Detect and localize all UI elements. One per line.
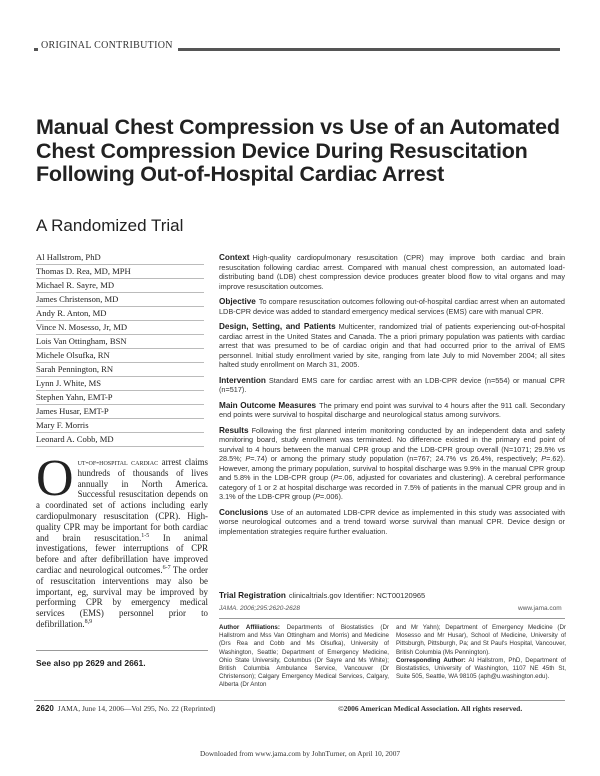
author-name: Michele Olsufka, RN xyxy=(36,349,204,363)
p-value-symbol: P xyxy=(541,454,547,463)
download-notice: Downloaded from www.jama.com by JohnTurner, on April 10, 2007 xyxy=(199,749,400,758)
abstract-conclusions xyxy=(219,508,565,537)
author-affiliations-continued xyxy=(396,624,566,681)
copyright: ©2006 American Medical Association. All rights reserved. xyxy=(338,704,523,713)
abstract-body: Standard EMS care for cardiac arrest with an LDB-CPR device (n=554) or manual CPR (n=517). xyxy=(219,375,565,394)
author-affiliations xyxy=(219,624,389,690)
author-name: James Christenson, MD xyxy=(36,293,204,307)
intro-body: In animal investigations, fewer interruptions of CPR before and after defibrillation have improved cardiac and neurological outcomes. xyxy=(36,532,209,575)
abstract-heading: Context xyxy=(219,253,250,262)
drop-cap: O xyxy=(36,450,74,507)
abstract-heading: Results xyxy=(219,425,249,435)
affiliations-rule xyxy=(219,618,565,619)
abstract-body: To compare resuscitation outcomes following out-of-hospital cardiac arrest when an automated LDB-CPR device was added to standard emergency medical services (EMS) care with manual CPR. xyxy=(219,297,565,316)
abstract-body: Multicenter, randomized trial of patients experiencing out-of-hospital cardiac arrest in the United States and Canada. The a priori primary population was patients with cardiac arrest that was presumed to be of cardiac origin and that had occurred prior to the arrival of EMS personnel. Initial study enrollment varied by site, ranging from late July to mid November 2004; all sites halted study enrollment on March 31, 2005. xyxy=(219,322,565,369)
abstract-objective xyxy=(219,297,565,316)
corresponding-author-label: Corresponding Author: xyxy=(396,656,466,664)
author-name: Lynn J. White, MS xyxy=(36,377,204,391)
author-name: Vince N. Mosesso, Jr, MD xyxy=(36,321,204,335)
citation: JAMA. 2006;295:2620-2628 xyxy=(219,605,300,612)
author-name: Al Hallstrom, PhD xyxy=(36,251,204,265)
author-name: Thomas D. Rea, MD, MPH xyxy=(36,265,204,279)
abstract-design xyxy=(219,322,565,370)
p-value-symbol: P xyxy=(315,492,320,501)
abstract-intervention xyxy=(219,376,565,395)
journal-site: www.jama.com xyxy=(518,605,562,612)
affiliations-label: Author Affiliations: xyxy=(219,624,280,631)
abstract xyxy=(219,253,565,542)
abstract-heading: Intervention xyxy=(219,375,266,385)
reference-marker: 6-7 xyxy=(162,565,171,571)
abstract-body: =.06, adjusted for covariates and clustering). A cerebral performance category of 1 or 2 at hospital discharge was recorded in 7.5% of patients in the manual CPR group and in 3.1% of the LDB-CPR group ( xyxy=(219,473,565,501)
abstract-heading: Objective xyxy=(219,297,256,306)
abstract-body: Following the first planned interim monitoring conducted by an independent data and safety monitoring board, study enrollment was terminated. No difference existed in the primary end point of survival to 4 hours between the manual CPR group and the LDB-CPR group overall (N=1071; 29.5% vs 28.5%; xyxy=(219,425,565,463)
p-value-symbol: P xyxy=(333,473,339,482)
abstract-body: High-quality cardiopulmonary resuscitation (CPR) may improve both cardiac and brain resuscitation following cardiac arrest. Compared with manual chest compression, an automated load-distributing band (LDB) chest compression device produces greater blood flow to vital organs and may improve resuscitation outcomes. xyxy=(219,253,565,291)
abstract-results xyxy=(219,426,565,502)
author-name: Stephen Yahn, EMT-P xyxy=(36,391,204,405)
trial-registration-label: Trial Registration xyxy=(219,591,286,600)
intro-body: arrest claims hundreds of thousands of lives annually in North America. Successful resuscitation depends on a coordinated set of actions including early cardiopulmonary resuscitation (CPR). High-quality CPR may be important for both cardiac and brain resuscitation. xyxy=(36,457,208,543)
abstract-body: =.62). However, among the primary population, survival to hospital discharge was 9.9% in the manual CPR group and 5.8% in the LDB-CPR group ( xyxy=(219,454,565,482)
author-name: Sarah Pennington, RN xyxy=(36,363,204,377)
trial-registration-text: clinicaltrials.gov Identifier: NCT00120965 xyxy=(288,591,426,600)
abstract-heading: Conclusions xyxy=(219,507,269,517)
author-name: James Husar, EMT-P xyxy=(36,405,204,419)
corresponding-author-text: Al Hallstrom, PhD, Department of Biostatistics, University of Washington, 1107 NE 45th St, Suite 505, Seattle, WA 98105 (aph@u.washington.edu). xyxy=(396,656,566,681)
p-value-symbol: P xyxy=(245,454,251,463)
abstract-body: =.006). xyxy=(320,492,343,501)
abstract-heading: Design, Setting, and Patients xyxy=(219,322,336,331)
intro-body: The order of resuscitation interventions may also be important, eg, survival may be improved by performing CPR by emergency medical services (EMS) personnel prior to defibrillation. xyxy=(36,564,208,629)
reference-marker: 1-5 xyxy=(141,532,150,539)
page-number: 2620 xyxy=(36,704,54,713)
author-name: Andy R. Anton, MD xyxy=(36,307,204,321)
author-name: Lois Van Ottingham, BSN xyxy=(36,335,204,349)
journal-issue: JAMA, June 14, 2006—Vol 295, No. 22 (Reprinted) xyxy=(57,704,216,713)
abstract-context xyxy=(219,253,565,291)
abstract-outcome xyxy=(219,401,565,420)
page-footer xyxy=(36,704,215,713)
abstract-body: The primary end point was survival to 4 hours after the 911 call. Secondary end points were survival to hospital discharge and neurological status among survivors. xyxy=(219,400,565,419)
abstract-body: Use of an automated LDB-CPR device as implemented in this study was associated with worse neurological outcomes and a trend toward worse survival than manual CPR. Device design or implementation strategies require further evaluation. xyxy=(219,507,565,536)
abstract-heading: Main Outcome Measures xyxy=(219,400,317,410)
affiliations-text: Departments of Biostatistics (Dr Hallstrom and Mss Van Ottingham and Morris) and Medicine (Drs Rea and Cobb and Ms Olsufka), University of Washington, Seattle; Department of Emergency Medicine, Ohio State University, Columbus (Dr Sayre and Ms White); British Columbia Ambulance Service, Vancouver (Dr Christenson); Calgary Emergency Medical Services, Calgary, Alberta (Dr Anton xyxy=(219,624,389,689)
author-name: Michael R. Sayre, MD xyxy=(36,279,204,293)
introduction-text xyxy=(36,450,209,630)
trial-registration xyxy=(219,591,565,600)
intro-lead: ut-of-hospital cardiac xyxy=(77,457,159,467)
abstract-body: =.74) or among the primary study population (n=767; 24.7% vs 26.4%, respectively; xyxy=(250,454,542,463)
author-name: Mary F. Morris xyxy=(36,419,204,433)
section-label: ORIGINAL CONTRIBUTION xyxy=(38,40,178,51)
footer-rule xyxy=(34,700,565,701)
reference-marker: 8,9 xyxy=(84,618,93,625)
author-list xyxy=(36,251,204,447)
article-title: Manual Chest Compression vs Use of an Automated Chest Compression Device During Resuscitation Following Out-of-Hospital Cardiac Arrest xyxy=(36,115,560,186)
see-also-note: See also pp 2629 and 2661. xyxy=(36,650,208,668)
author-name: Leonard A. Cobb, MD xyxy=(36,433,204,447)
affiliations-text: and Mr Yahn); Department of Emergency Medicine (Dr Mosesso and Mr Husar), School of Medicine, University of Pittsburgh, Pittsburgh, Pa; and St Paul's Hospital, Vancouver, British Columbia (Ms Pennington). xyxy=(396,624,566,656)
article-subtitle: A Randomized Trial xyxy=(36,216,184,235)
